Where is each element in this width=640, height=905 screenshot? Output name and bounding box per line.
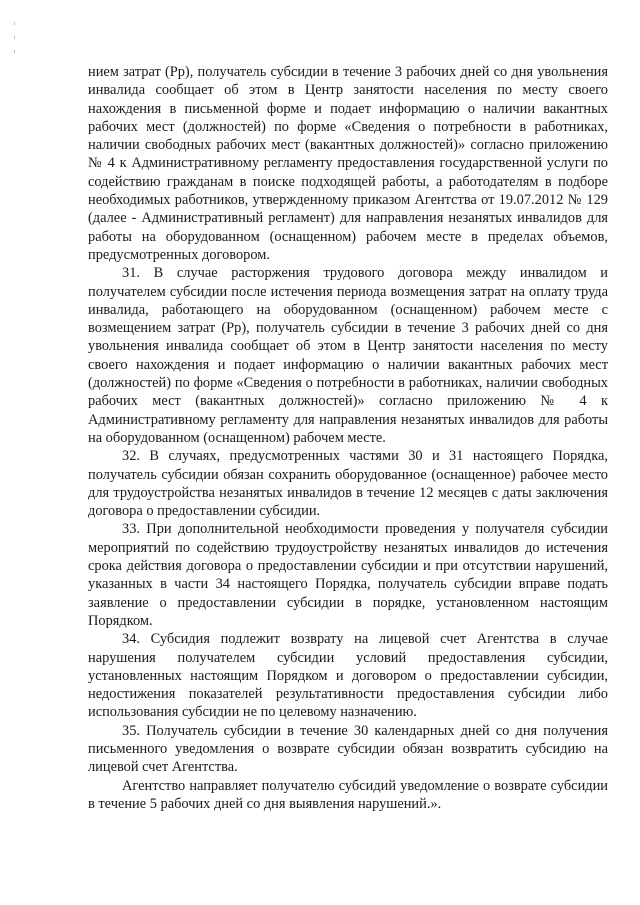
paragraph-31: 31. В случае расторжения трудового договора между инвалидом и получателем субсидии после истечения периода возмещения затрат на оплату труда инвалида, работающего на оборудованном (оснащенном) рабочем месте с возмещением затрат (Рр), получатель субсидии в течение 3 рабочих дней со дня увольнения инвалида сообщает об этом в Центр занятости населения по месту своего нахождения и подает информацию о наличии вакантных рабочих мест (должностей) по форме «Сведения о потребности в работниках, наличии свободных рабочих мест (вакантных должностей)» согласно приложению № 4 к Административному регламенту для направления незанятых инвалидов для работы на оборудованном (оснащенном) рабочем месте. xyxy=(88,265,608,446)
paragraph-33: 33. При дополнительной необходимости проведения у получателя субсидии мероприятий по содействию трудоустройству незанятых инвалидов до истечения срока действия договора о предоставлении субсидии и при отсутствии нарушений, указанных в части 34 настоящего Порядка, получатель субсидии вправе подать заявление о предоставлении субсидии в порядке, установленном настоящим Порядком. xyxy=(88,521,608,629)
scan-mark xyxy=(14,22,15,25)
paragraph-32: 32. В случаях, предусмотренных частями 30 и 31 настоящего Порядка, получатель субсидии обязан сохранить оборудованное (оснащенное) рабочее место для трудоустройства незанятых инвалидов в течение 12 месяцев с даты заключения договора о предоставлении субсидии. xyxy=(88,448,608,520)
paragraph-35: 35. Получатель субсидии в течение 30 календарных дней со дня получения письменного уведомления о возврате субсидии обязан возвратить субсидию на лицевой счет Агентства. xyxy=(88,722,608,776)
paragraph-continuation: нием затрат (Рр), получатель субсидии в течение 3 рабочих дней со дня увольнения инвалида сообщает об этом в Центр занятости населения по месту своего нахождения в письменной форме и подает информацию о наличии вакантных рабочих мест (должностей) по форме «Сведения о потребности в работниках, наличии свободных рабочих мест (вакантных должностей)» согласно приложению № 4 к Административному регламенту предоставления государственной услуги по содействию гражданам в поиске подходящей работы, а работодателям в подборе необходимых работников, утвержденному приказом Агентства от 19.07.2012 № 129 (далее - Административный регламент) для направления незанятых инвалидов для работы на оборудованном (оснащенном) рабочем месте в пределах объемов, предусмотренных договором. xyxy=(88,64,608,263)
scan-mark xyxy=(14,36,15,39)
paragraph-final: Агентство направляет получателю субсидий уведомление о возврате субсидии в течение 5 рабочих дней со дня выявления нарушений.». xyxy=(88,777,608,812)
scan-mark xyxy=(14,50,15,53)
document-page xyxy=(88,63,608,813)
paragraph-34: 34. Субсидия подлежит возврату на лицевой счет Агентства в случае нарушения получателем субсидии условий предоставления субсидии, установленных настоящим Порядком и договором о предоставлении субсидии, недостижения показателей результативности предоставления субсидии либо использования субсидии не по целевому назначению. xyxy=(88,631,608,721)
